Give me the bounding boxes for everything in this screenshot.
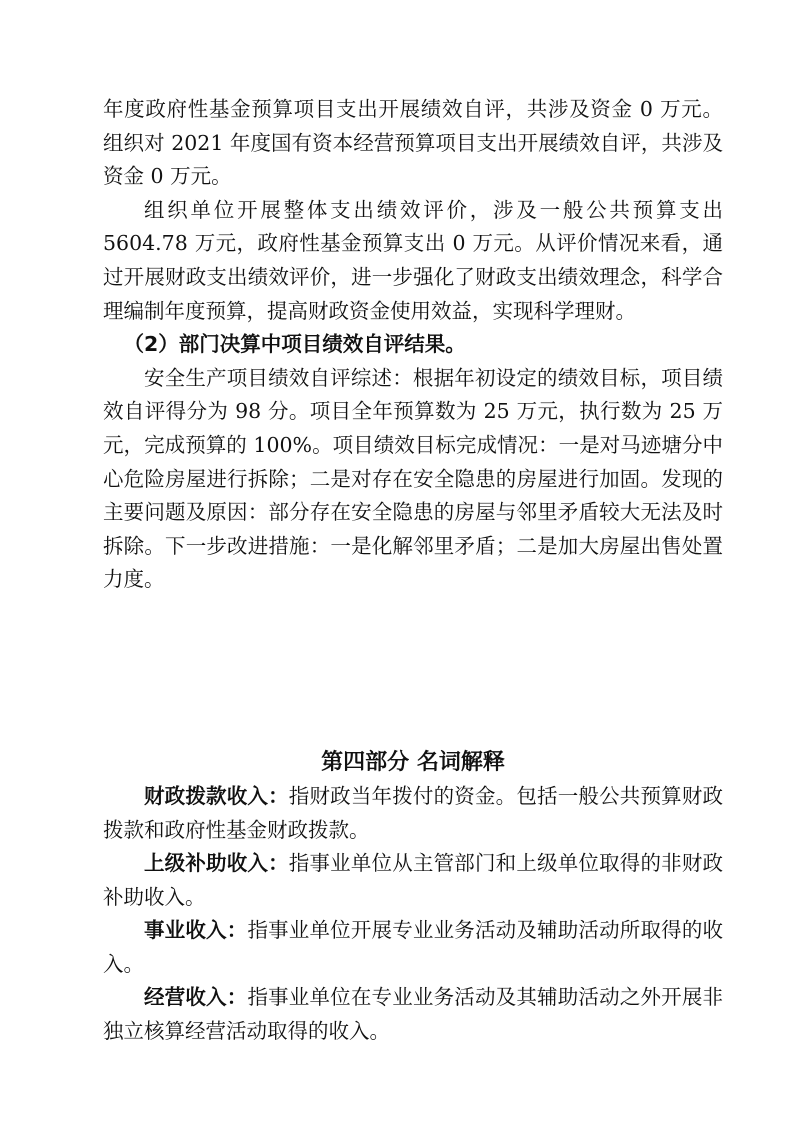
- part-four-title: 第四部分 名词解释: [321, 749, 505, 775]
- section-heading-project-results: （2）部门决算中项目绩效自评结果。: [123, 332, 466, 357]
- term-operating-income: [103, 981, 723, 1048]
- term-label: 事业收入：: [144, 918, 248, 943]
- term-fiscal-appropriation: [103, 780, 723, 847]
- paragraph-performance-self-evaluation: 年度政府性基金预算项目支出开展绩效自评，共涉及资金 0 万元。组织对 2021 年度国有资本经营预算项目支出开展绩效自评，共涉及资金 0 万元。: [103, 97, 723, 189]
- term-label: 经营收入：: [144, 985, 248, 1010]
- document-page: [103, 93, 723, 1049]
- paragraph-safety-project-summary: 安全生产项目绩效自评综述：根据年初设定的绩效目标，项目绩效自评得分为 98 分。项目全年预算数为 25 万元，执行数为 25 万元，完成预算的 100%。项目绩效目标完成情况：一是对马迹塘分中心危险房屋进行拆除；二是对存在安全隐患的房屋进行加固。发现的主要问题及原因：部分存在安全隐患的房屋与邻里矛盾较大无法及时拆除。下一步改进措施：一是化解邻里矛盾；二是加大房屋出售处置力度。: [103, 365, 723, 592]
- term-definition: 指财政当年拨付的资金。包括一般公共预算财政拨款和政府性基金财政拨款。: [103, 783, 723, 842]
- term-definition: 指事业单位开展专业业务活动及辅助活动所取得的收入。: [103, 918, 724, 976]
- term-label: 财政拨款收入：: [144, 783, 289, 808]
- term-business-income: [103, 914, 723, 981]
- term-definition: 指事业单位在专业业务活动及其辅助活动之外开展非独立核算经营活动取得的收入。: [103, 985, 724, 1044]
- term-definition: 指事业单位从主管部门和上级单位取得的非财政补助收入。: [103, 851, 723, 909]
- term-label: 上级补助收入：: [144, 851, 289, 876]
- term-superior-subsidy: [103, 847, 723, 914]
- paragraph-overall-expenditure-evaluation: 组织单位开展整体支出绩效评价，涉及一般公共预算支出 5604.78 万元，政府性基金预算支出 0 万元。从评价情况来看，通过开展财政支出绩效评价，进一步强化了财政支出绩效理念，科学合理编制年度预算，提高财政资金使用效益，实现科学理财。: [103, 197, 723, 323]
